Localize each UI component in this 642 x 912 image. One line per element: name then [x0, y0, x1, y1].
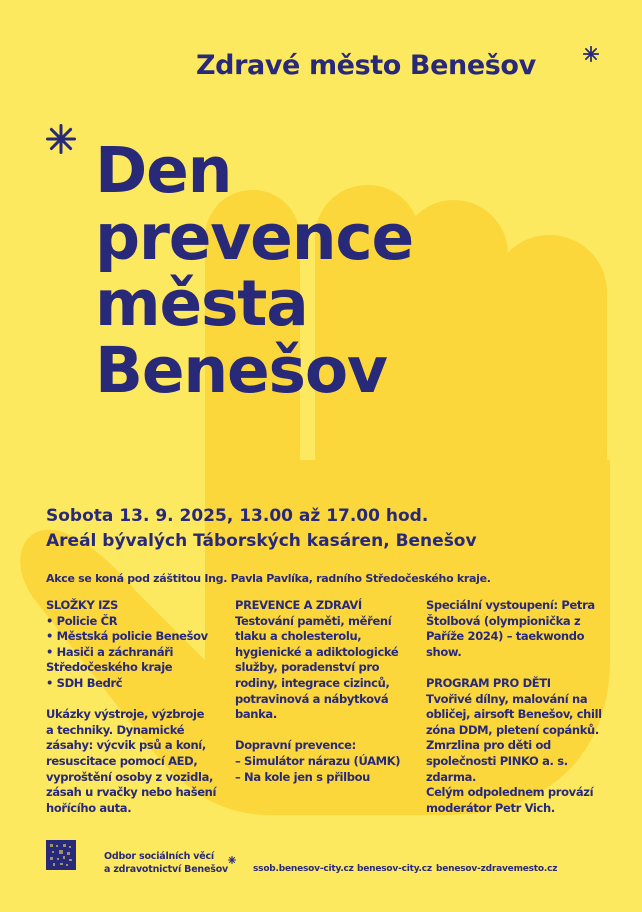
text-line: hygienické a adiktologické — [235, 644, 399, 659]
department-line: a zdravotnictví Benešov — [104, 864, 229, 875]
column-ems — [46, 598, 221, 832]
ems-heading: SLOŽKY IZS — [46, 598, 118, 612]
link-benesov-city[interactable]: benesov-city.cz — [357, 864, 432, 874]
text-line: tlaku a cholesterolu, — [235, 629, 362, 644]
prevention-heading: PREVENCE A ZDRAVÍ — [235, 598, 362, 612]
traffic-heading: Dopravní prevence: — [235, 738, 356, 753]
text-line: zásah u rvačky nebo hašení — [46, 785, 217, 800]
text-line: show. — [426, 644, 462, 659]
special-performance — [426, 598, 606, 660]
traffic-prevention — [235, 738, 413, 785]
text-line: Testování paměti, měření — [235, 613, 392, 628]
traffic-item: – Simulátor nárazu (ÚAMK) — [235, 753, 401, 768]
asterisk-star-icon — [46, 124, 76, 154]
text-line: zdarma. — [426, 769, 477, 784]
ems-units — [46, 598, 221, 692]
event-date-time: Sobota 13. 9. 2025, 13.00 až 17.00 hod. — [46, 506, 429, 526]
kids-heading: PROGRAM PRO DĚTI — [426, 675, 551, 690]
patronage-note: Akce se koná pod záštitou Ing. Pavla Pavlíka, radního Středočeského kraje. — [46, 572, 491, 585]
text-line: Ukázky výstroje, výzbroje — [46, 707, 205, 722]
department-name — [104, 850, 228, 876]
text-line: obličej, airsoft Benešov, chill — [426, 707, 602, 722]
text-line: resuscitace pomocí AED, — [46, 753, 198, 768]
text-line: vyproštění osoby z vozidla, — [46, 769, 214, 784]
text-line: Speciální vystoupení: Petra — [426, 598, 595, 612]
brand-title: Zdravé město Benešov — [196, 50, 536, 81]
column-prevention — [235, 598, 413, 801]
text-line: zásahy: výcvik psů a koní, — [46, 738, 206, 753]
title-line: města — [95, 267, 308, 340]
title-line: prevence — [95, 200, 414, 274]
department-logo-icon — [46, 840, 76, 870]
ems-item: • Policie ČR — [46, 613, 118, 628]
text-line: Zmrzlina pro děti od — [426, 738, 551, 753]
text-line: a techniky. Dynamické — [46, 722, 185, 737]
text-line: rodiny, integrace cizinců, — [235, 675, 390, 690]
ems-item: • Hasiči a záchranáři — [46, 644, 174, 659]
event-venue: Areál bývalých Táborských kasáren, Benešov — [46, 531, 477, 551]
department-line: Odbor sociálních věcí — [104, 851, 214, 862]
text-line: potravinová a nábytková — [235, 691, 389, 706]
demonstrations-text — [46, 707, 221, 816]
text-line: zóna DDM, pletení copánků. — [426, 722, 599, 737]
prevention-health — [235, 598, 413, 723]
event-title — [95, 134, 414, 407]
kids-program — [426, 676, 606, 816]
ems-item: Středočeského kraje — [46, 660, 173, 675]
text-line: Celým odpolednem provází — [426, 785, 594, 800]
column-program — [426, 598, 606, 832]
text-line: Tvořivé dílny, malování na — [426, 691, 588, 706]
text-line: hořícího auta. — [46, 800, 132, 815]
ems-item: • SDH Bedrč — [46, 675, 123, 690]
text-line: Štolbová (olympionička z — [426, 613, 581, 628]
ems-item: • Městská policie Benešov — [46, 629, 208, 644]
title-line: Benešov — [95, 333, 387, 407]
text-line: služby, poradenství pro — [235, 660, 380, 675]
text-line: Paříže 2024) – taekwondo — [426, 629, 585, 644]
asterisk-star-icon — [228, 856, 236, 864]
text-line: banka. — [235, 707, 277, 722]
text-line: moderátor Petr Vich. — [426, 800, 555, 815]
link-ssob[interactable]: ssob.benesov-city.cz — [253, 864, 354, 874]
text-line: společnosti PINKO a. s. — [426, 753, 568, 768]
traffic-item: – Na kole jen s přilbou — [235, 769, 370, 784]
title-line: Den — [95, 134, 232, 207]
asterisk-star-icon — [583, 46, 599, 62]
link-zdrave-mesto[interactable]: benesov-zdravemesto.cz — [436, 864, 558, 874]
